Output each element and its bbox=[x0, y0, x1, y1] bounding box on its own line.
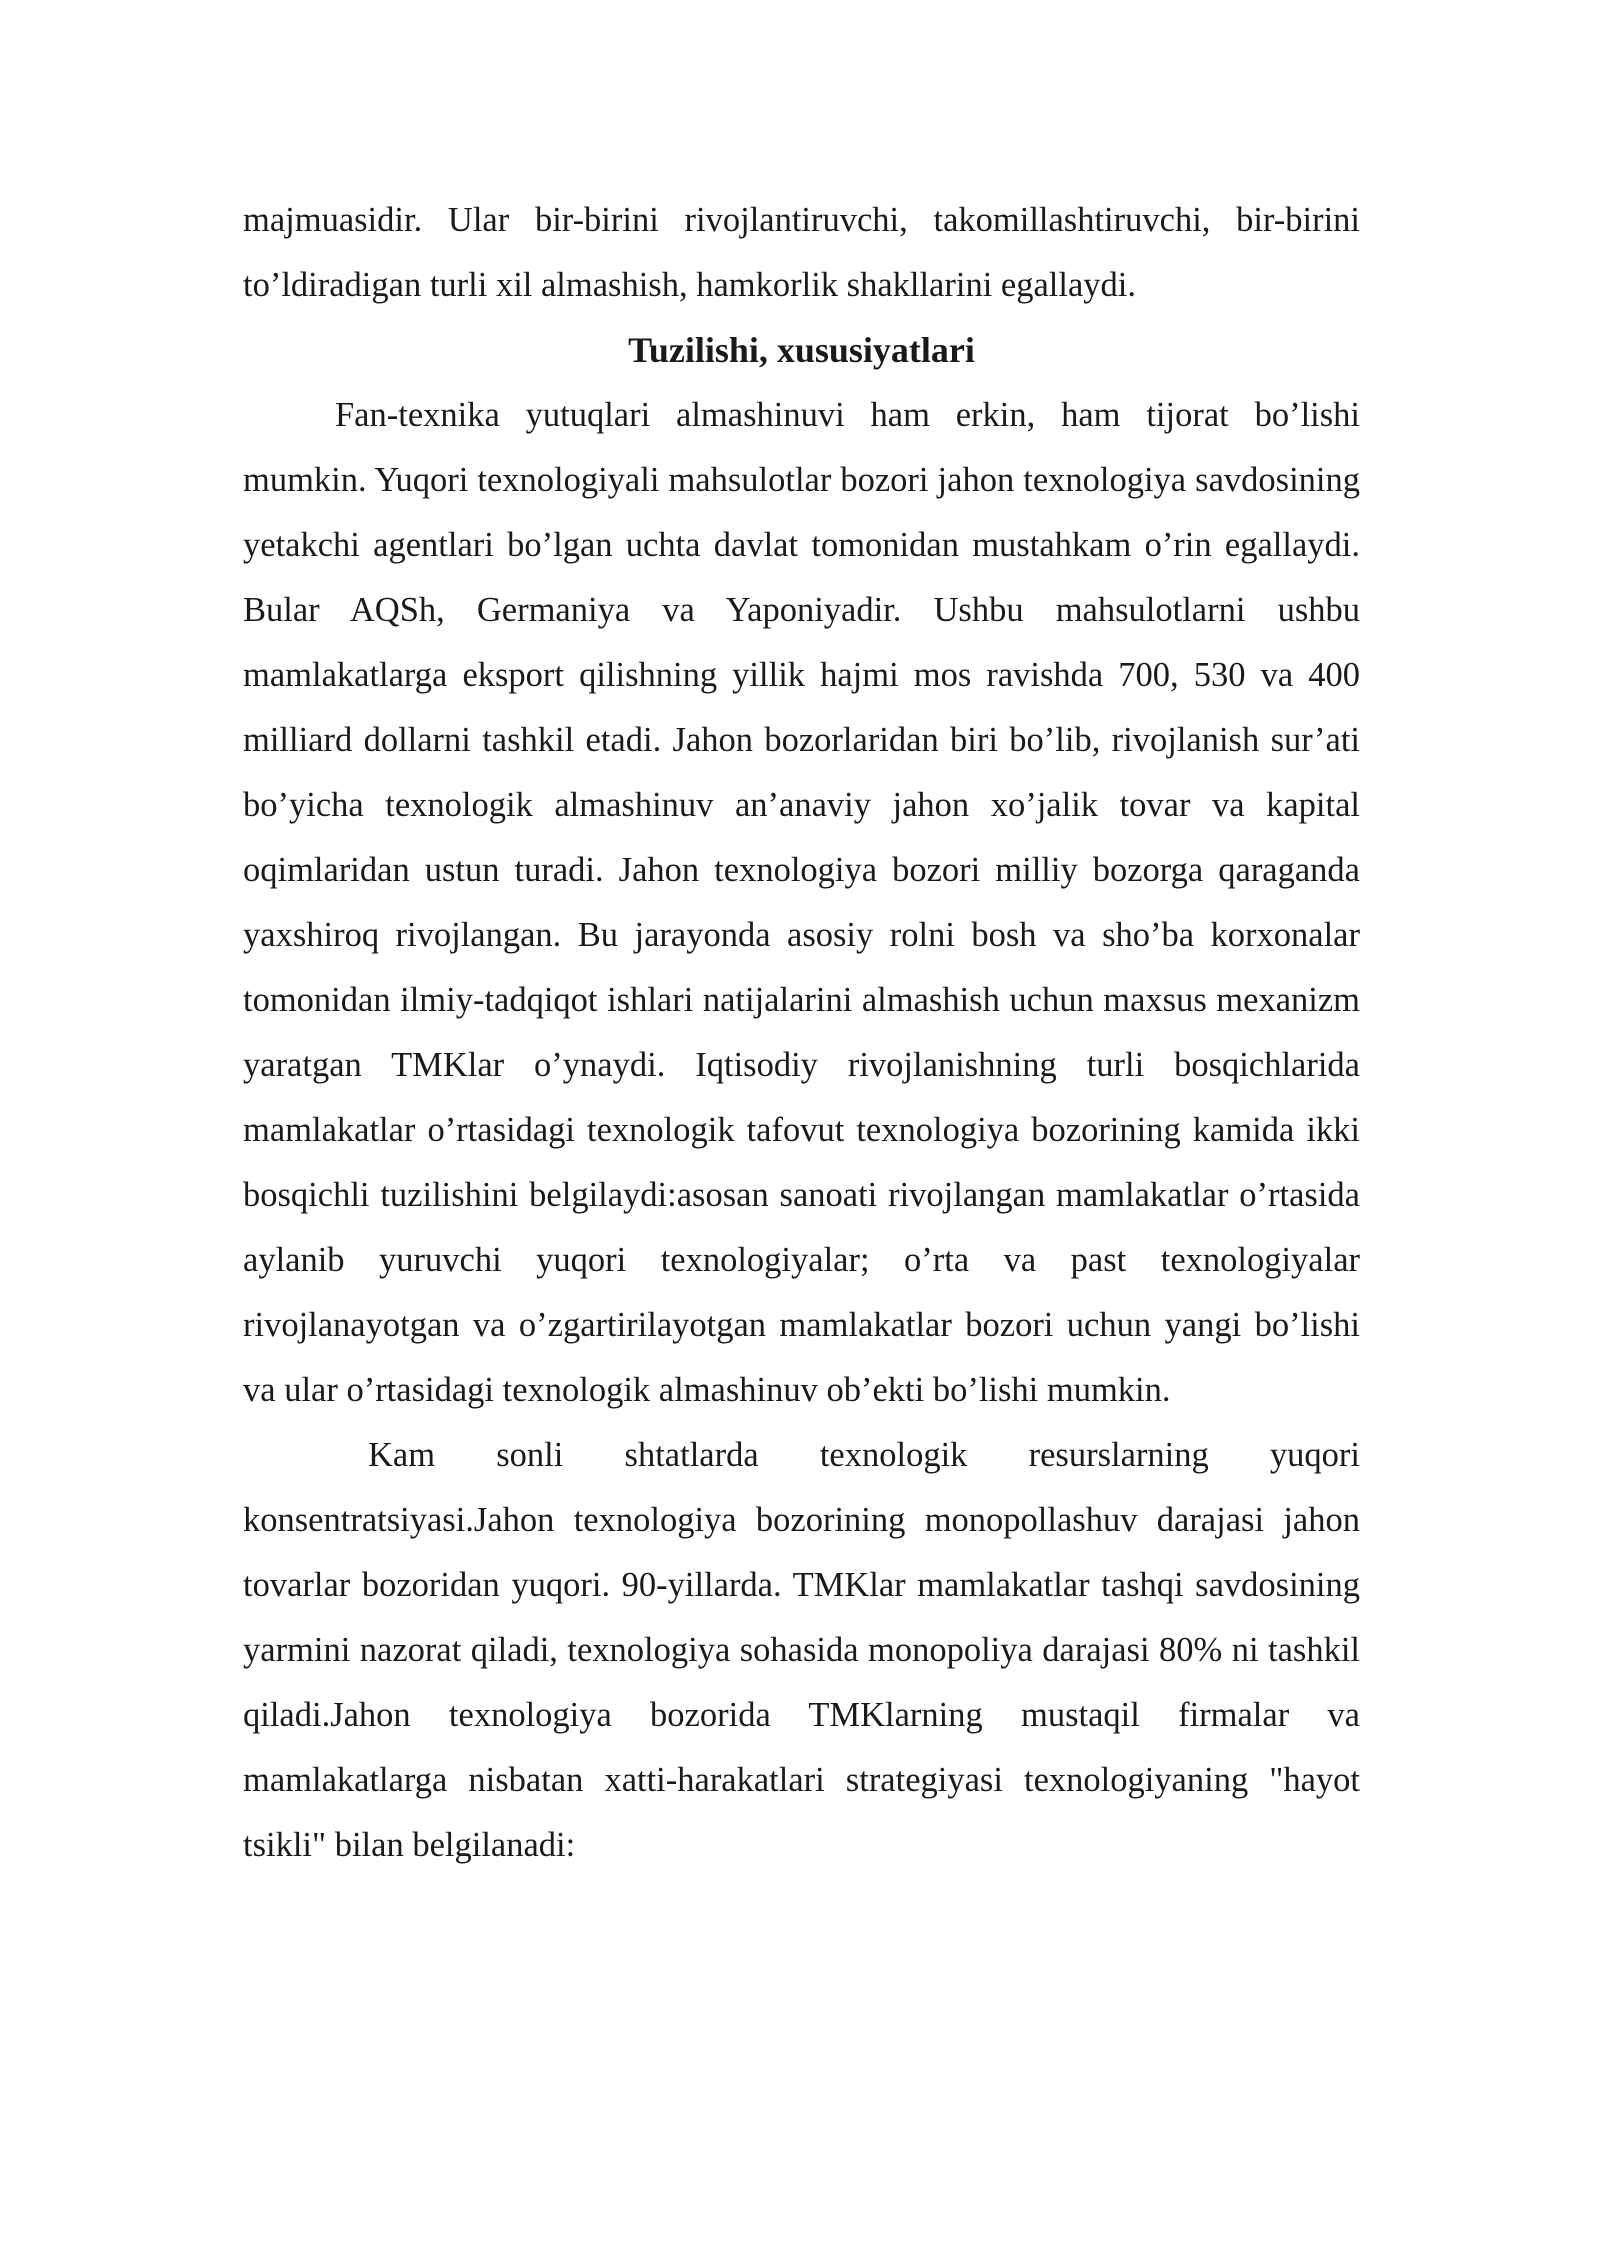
body-paragraph: Kam sonli shtatlarda texnologik resurslarning yuqori konsentratsiyasi.Jahon texnologiya bozorining monopollashuv darajasi jahon tovarlar bozoridan yuqori. 90-yillarda. TMKlar mamlakatlar tashqi savdosining yarmini nazorat qiladi, texnologiya sohasida monopoliya darajasi 80% ni tashkil qiladi.Jahon texnologiya bozorida TMKlarning mustaqil firmalar va mamlakatlarga nisbatan xatti-harakatlari strategiyasi texnologiyaning "hayot tsikli" bilan belgilanadi: bbox=[243, 1436, 1360, 1864]
document-page bbox=[243, 188, 1360, 1878]
intro-paragraph: majmuasidir. Ular bir-birini rivojlantiruvchi, takomillashtiruvchi, bir-birini to’ldiradigan turli xil almashish, hamkorlik shakllarini egallaydi. bbox=[243, 201, 1360, 304]
section-heading: Tuzilishi, xususiyatlari bbox=[628, 330, 975, 370]
body-paragraph: Fan-texnika yutuqlari almashinuvi ham erkin, ham tijorat bo’lishi mumkin. Yuqori texnologiyali mahsulotlar bozori jahon texnologiya savdosining yetakchi agentlari bo’lgan uchta davlat tomonidan mustahkam o’rin egallaydi. Bular AQSh, Germaniya va Yaponiyadir. Ushbu mahsulotlarni ushbu mamlakatlarga eksport qilishning yillik hajmi mos ravishda 700, 530 va 400 milliard dollarni tashkil etadi. Jahon bozorlaridan biri bo’lib, rivojlanish sur’ati bo’yicha texnologik almashinuv an’anaviy jahon xo’jalik tovar va kapital oqimlaridan ustun turadi. Jahon texnologiya bozori milliy bozorga qaraganda yaxshiroq rivojlangan. Bu jarayonda asosiy rolni bosh va sho’ba korxonalar tomonidan ilmiy-tadqiqot ishlari natijalarini almashish uchun maxsus mexanizm yaratgan TMKlar o’ynaydi. Iqtisodiy rivojlanishning turli bosqichlarida mamlakatlar o’rtasidagi texnologik tafovut texnologiya bozorining kamida ikki bosqichli tuzilishini belgilaydi:asosan sanoati rivojlangan mamlakatlar o’rtasida aylanib yuruvchi yuqori texnologiyalar; o’rta va past texnologiyalar rivojlanayotgan va o’zgartirilayotgan mamlakatlar bozori uchun yangi bo’lishi va ular o’rtasidagi texnologik almashinuv ob’ekti bo’lishi mumkin. bbox=[243, 396, 1360, 1409]
